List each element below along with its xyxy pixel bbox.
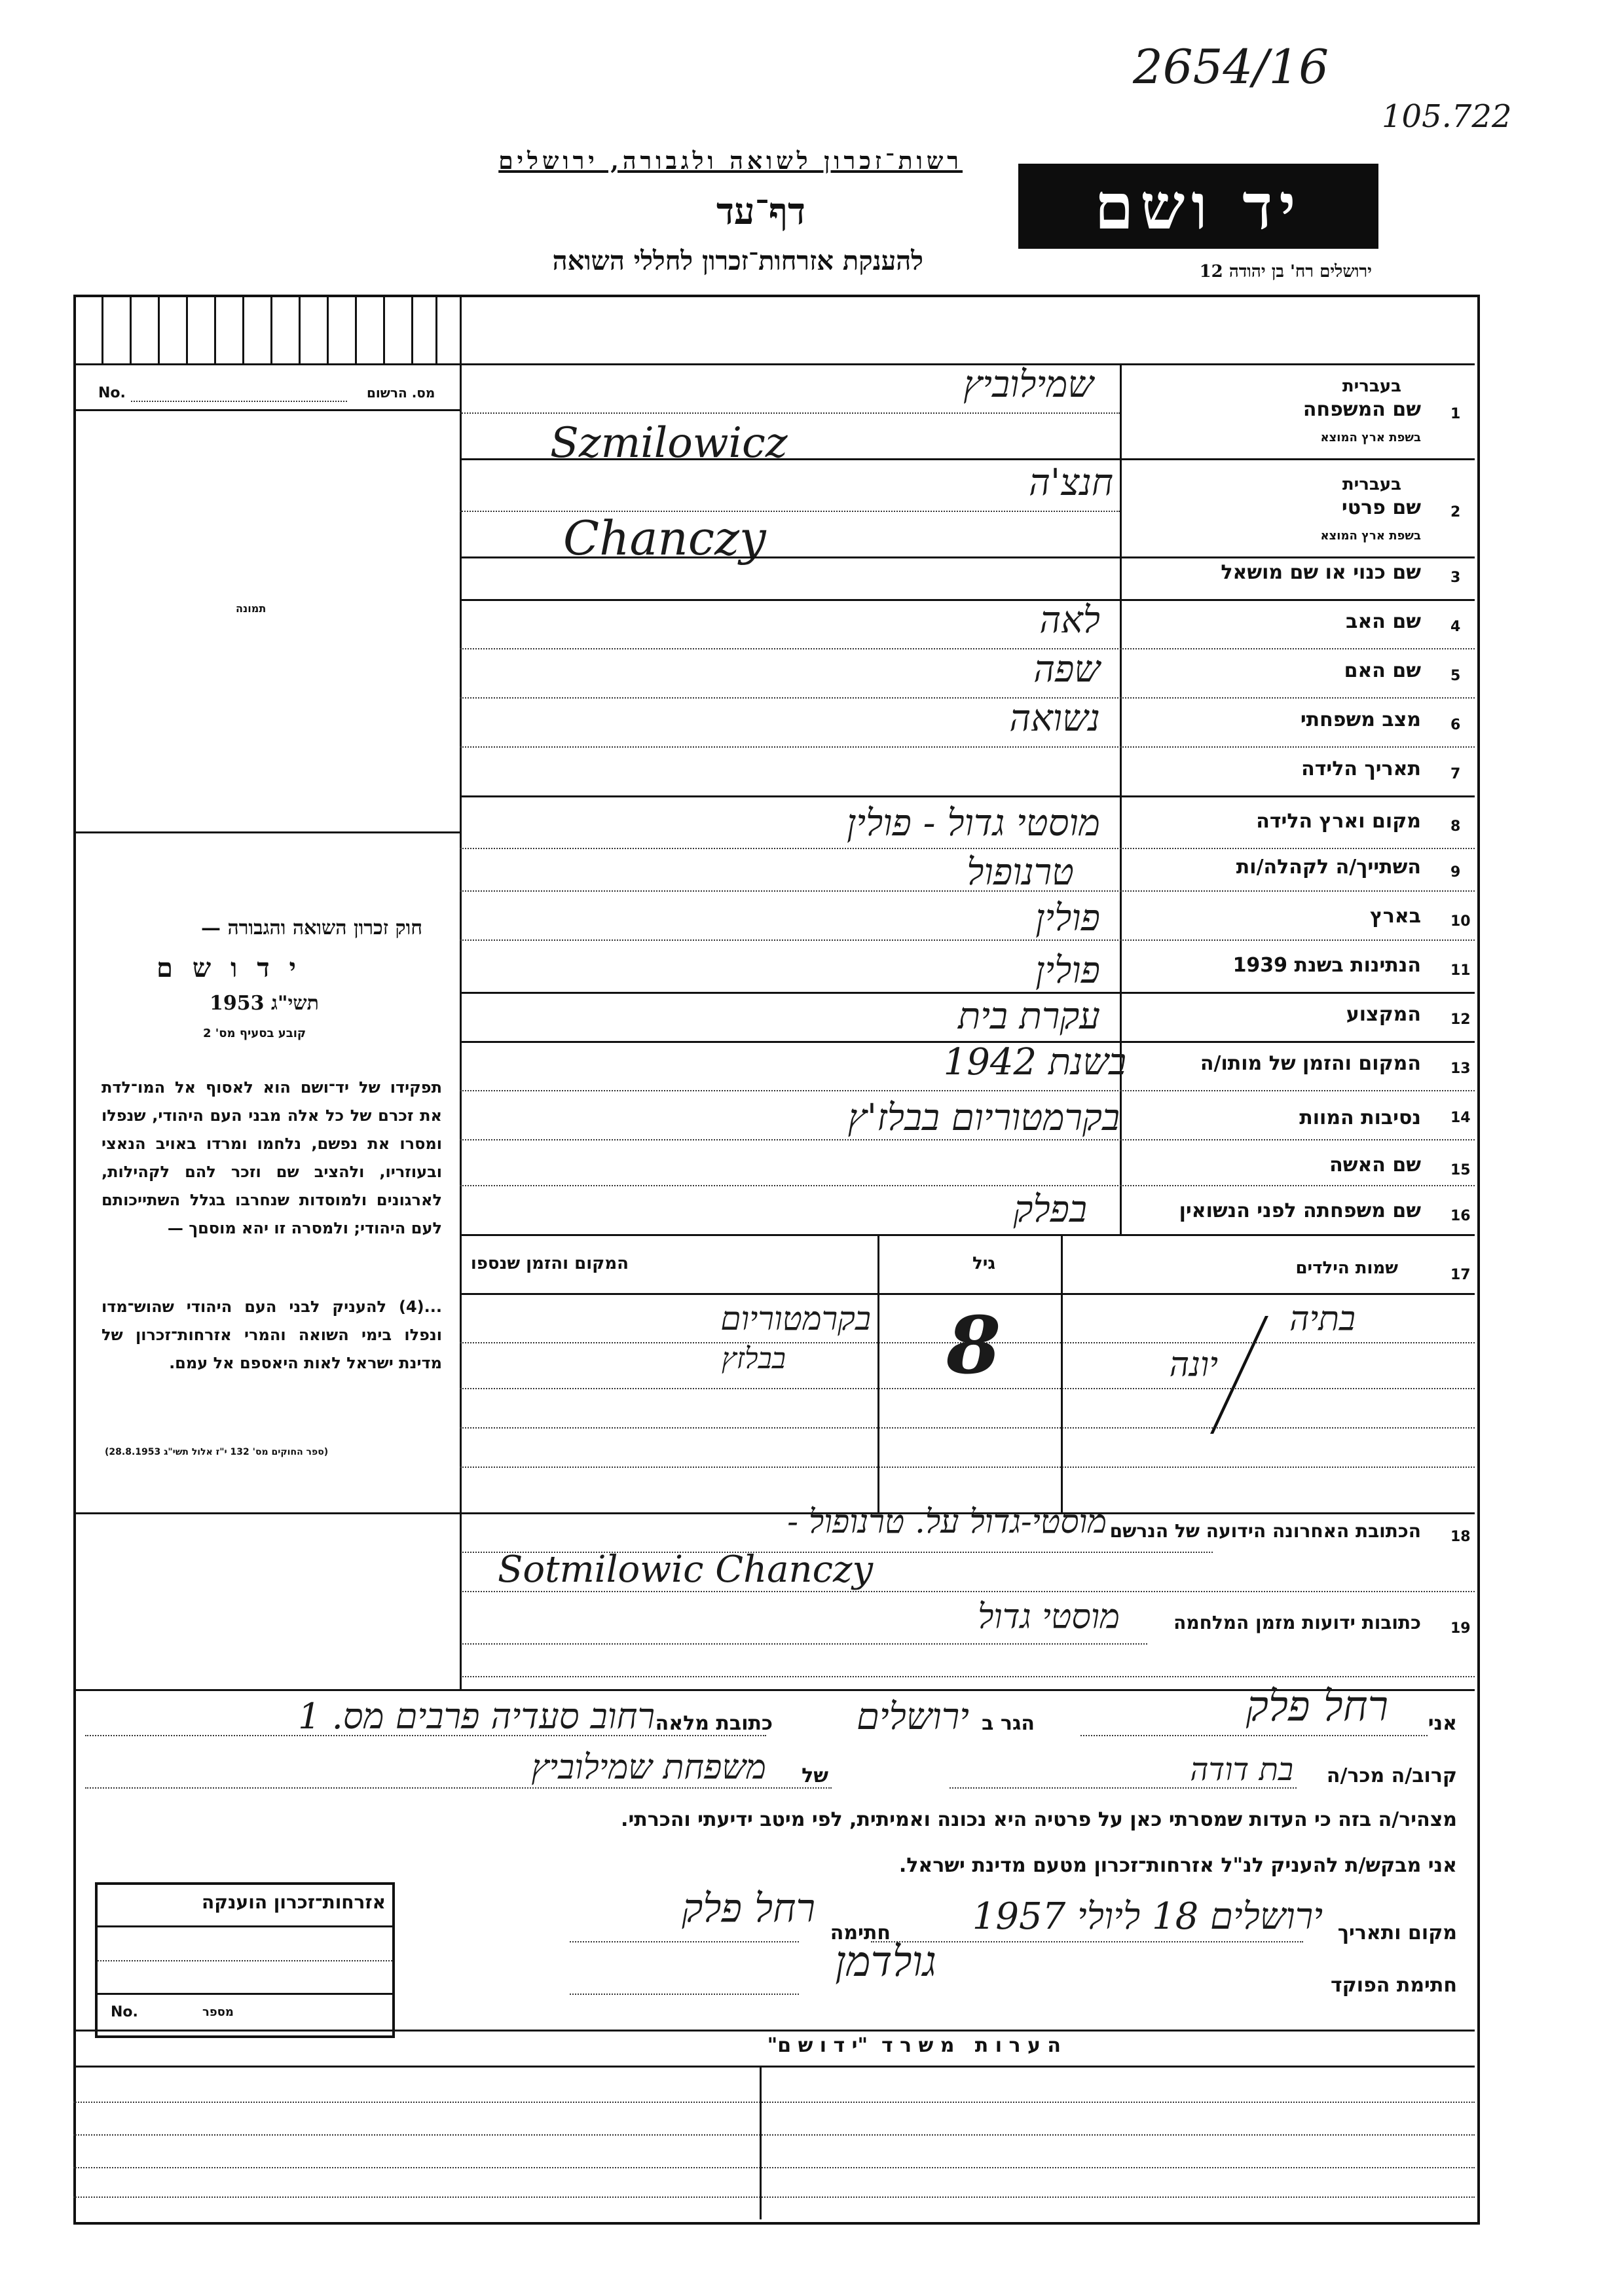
war-address-label: כתובות ידועות מזמן המלחמה xyxy=(1173,1612,1421,1633)
field-8-label: מקום וארץ הלידה xyxy=(1256,810,1421,833)
field-10-label: בארץ xyxy=(1369,905,1421,928)
resides-value: ירושלים xyxy=(857,1696,969,1738)
field-2-label: שם פרטי xyxy=(1341,496,1421,519)
field-1-sub-hebrew: בעברית xyxy=(1342,376,1401,396)
field-11-value: פולין xyxy=(1035,949,1100,992)
law-title: חוק זכרון השואה והגבורה — xyxy=(201,917,422,939)
officer-signature-label: חתימת הפוקד xyxy=(1331,1974,1457,1997)
office-notes-title: ה ע ר ו ת מ ש ר ד "י ד ו ש ם" xyxy=(767,2034,1061,2057)
child-place-2: בבלזץ xyxy=(721,1342,786,1376)
of-value: משפחת שמילוביץ xyxy=(531,1748,766,1787)
law-text-2: ...(4) להעניק לבני העם היהודי שהוש־מדו ונפלו בימי השואה והמרי אזרחות־זכרון של מדינת ישראל לאות היאספם אל עמם. xyxy=(101,1298,442,1372)
resides-label: הגר ב xyxy=(982,1712,1035,1735)
law-reference: (ספר החוקים מס' 132 י"ז אלול תשי"ג 28.8.1953) xyxy=(105,1447,329,1457)
field-14-label: נסיבות המוות xyxy=(1299,1106,1421,1129)
relative-value: בת דודה xyxy=(1190,1751,1293,1788)
field-2-value-origin: Chanczy xyxy=(563,511,766,566)
field-4-label: שם האב xyxy=(1346,610,1421,633)
field-1-sub-origin: בשפת ארץ המוצא xyxy=(1320,431,1421,445)
photo-label: תמונה xyxy=(236,602,267,615)
last-address-num: 18 xyxy=(1450,1529,1471,1545)
reg-no-label: No. xyxy=(98,385,126,401)
address: ירושלים רח' בן יהודה 12 xyxy=(1199,262,1372,282)
field-13-label: המקום והזמן של מותו/ה xyxy=(1200,1052,1421,1075)
field-15-label: שם האשה xyxy=(1329,1154,1421,1176)
child-name-2: יונה xyxy=(1169,1345,1218,1385)
field-9-label: השתייך/ה לקהלה/ות xyxy=(1236,856,1421,879)
war-address-value: מוסטי גדול xyxy=(978,1597,1120,1637)
relative-label: קרוב/ה מכר/ה xyxy=(1326,1764,1457,1787)
field-10-value: פולין xyxy=(1035,897,1100,939)
yad-vashem-logo xyxy=(1018,164,1378,249)
field-9-value: טרנופול xyxy=(967,851,1074,894)
full-address-label: כתובת מלאה xyxy=(655,1712,773,1735)
children-col-names: שמות הילדים xyxy=(1295,1258,1398,1278)
page-subtitle: להענקת אזרחות־זכרון לחללי השואה xyxy=(552,246,923,276)
field-5-value: שפה xyxy=(1033,648,1100,691)
declarant-label: אני xyxy=(1428,1712,1457,1735)
field-13-value: בשנת 1942 xyxy=(943,1041,1126,1084)
field-1-value-hebrew: שמילוביץ xyxy=(963,363,1094,406)
field-8-value: מוסטי גדול - פולין xyxy=(847,802,1100,845)
field-14-value: בקרמטוריום בבלז'ץ xyxy=(847,1097,1120,1139)
children-num: 17 xyxy=(1450,1267,1471,1283)
child-age: 8 xyxy=(946,1300,1001,1392)
field-6-label: מצב משפחתי xyxy=(1300,708,1421,731)
officer-signature-value: גולדמן xyxy=(835,1938,936,1986)
last-address-value-1: מוסטי-גדול על. טרנופול - xyxy=(787,1503,1107,1540)
full-address-value: רחוב סעדיה פרבים מס. 1 xyxy=(298,1696,655,1737)
page-title: דף־עד xyxy=(716,190,805,233)
children-col-age: גיל xyxy=(972,1254,995,1273)
citizenship-no: No. xyxy=(111,2004,138,2020)
page: 2654/16 105.722 רשות־זכרון לשואה ולגבורה, ירושלים דף־עד להענקת אזרחות־זכרון לחללי השואה יד ושם ירושלים רח' בן יהודה 12 No. מס. הרשום תמונה חוק זכרון השואה והגבורה — י ד ו ש ם תשי"ג 1953 קובע בסעיף מס' 2 תפקידו של יד־ושם הוא לאסוף אל המו־לדת את זכרם של כל אלה מבני העם היהודי, שנפלו ומסרו את נפשם, נלחמו ומרדו באויב הנאצי ובעוזריו, ולהציב שם וזכר להם לקהילות, לארגונים ולמוסדות שנחרבו בגלל השתייכותם לעם היהודי; ולמסרה זו יהא מוסםך — ...(4) להעניק לבני העם היהודי שהוש־מדו ונפלו בימי השואה והמרי אזרחות־זכרון של מדינת ישראל לאות היאספם אל עמם. (ספר החוקים מס' 132 י"ז אלול תשי"ג 28.8.1953) 1 שם המשפחה בעברית בשפת ארץ המוצא שמילוביץ Szmilowicz 2 שם פרטי בעברית בשפת ארץ המוצא חנצ'ה Chanczy 3 שם כנוי או שם מושאל 4 שם האב לאה 5 שם האם שפה 6 מצב משפחתי נשואה 7 תאריך הלידה 8 מקום וארץ הלידה מוסטי גדול - פולין 9 השתייך/ה לקהלה/ות טרנופול 10 בארץ פולין 11 הנתינות בשנת 1939 פולין 12 המקצוע עקרת בית 13 המקום והזמן של מותו/ה בשנת 1942 14 נסיבות המוות בקרמטוריום בבלז'ץ 15 שם האשה 16 שם משפחתה לפני הנשואין בפלק 17 שמות הילדים גיל המקום והזמן שנספו בתיה יונה 8 בקרמטוריום בבלזץ 18 הכתובת האחרונה הידועה של הנרשם מוסטי-גדול על. טרנופול - Sotmilowic Chanczy 19 כתובות ידועות מזמן המלחמה מוסטי גדול אני רחל פלק הגר ב ירושלים כתובת מלאה רחוב סעדיה פרבים מס. 1 קרוב/ה מכר/ה בת דודה של משפחת שמילוביץ מצהיר/ה בזה כי העדות שמסרתי כאן על פרטיה היא נכונה ואמיתית, לפי מיטב ידיעתי והכרתי. אני מבקש/ת להעניק לנ"ל אזרחות־זכרון מטעם מדינת ישראל. מקום ותאריך ירושלים 18 ליולי 1957 חתימה רחל פלק חתימת הפוקד גולדמן אזרחות־זכרון הוענקה No. מספר ה ע ר ו ת מ ש ר ד "י ד ו ש ם" xyxy=(0,0,1624,2296)
law-text: תפקידו של יד־ושם הוא לאסוף אל המו־לדת את זכרם של כל אלה מבני העם היהודי, שנפלו ומסרו את נפשם, נלחמו ומרדו באויב הנאצי ובעוזריו, ולהציב שם וזכר להם לקהילות, לארגונים ולמוסדות שנחרבו בגלל השתייכותם לעם היהודי; ולמסרה זו יהא מוסםך — xyxy=(101,1078,442,1237)
field-12-label: המקצוע xyxy=(1346,1003,1421,1026)
citizenship-title: אזרחות־זכרון הוענקה xyxy=(202,1891,386,1913)
field-6-value: נשואה xyxy=(1009,697,1100,740)
field-11-label: הנתינות בשנת 1939 xyxy=(1232,954,1421,977)
field-16-label: שם משפחתה לפני הנשואין xyxy=(1179,1199,1421,1222)
signature-label: חתימה xyxy=(830,1922,891,1944)
law-name: י ד ו ש ם xyxy=(157,953,301,983)
war-address-num: 19 xyxy=(1450,1620,1471,1637)
citizenship-box xyxy=(95,1882,395,2038)
declaration-request: אני מבקש/ת להעניק לנ"ל אזרחות־זכרון מטעם מדינת ישראל. xyxy=(898,1854,1457,1877)
of-label: של xyxy=(802,1764,828,1787)
field-1-label: שם המשפחה xyxy=(1302,398,1421,421)
place-date-value: ירושלים 18 ליולי 1957 xyxy=(972,1895,1323,1938)
child-place-1: בקרמטוריום xyxy=(720,1300,871,1338)
reg-label: מס. הרשום xyxy=(367,385,435,401)
field-2-sub-hebrew: בעברית xyxy=(1342,475,1401,494)
place-date-label: מקום ותאריך xyxy=(1337,1922,1457,1944)
declaration-statement: מצהיר/ה בזה כי העדות שמסרתי כאן על פרטיה היא נכונה ואמיתית, לפי מיטב ידיעתי והכרתי. xyxy=(621,1808,1457,1831)
child-name-1: בתיה xyxy=(1289,1300,1356,1339)
field-12-value: עקרת בית xyxy=(958,995,1100,1038)
field-3-label: שם כנוי או שם מושאל xyxy=(1221,561,1421,584)
field-5-label: שם האם xyxy=(1344,659,1421,682)
field-4-value: לאה xyxy=(1039,599,1100,642)
citizenship-number-label: מספר xyxy=(202,2005,234,2019)
last-address-label: הכתובת האחרונה הידועה של הנרשם xyxy=(1109,1520,1421,1542)
authority-title: רשות־זכרון לשואה ולגבורה, ירושלים xyxy=(498,147,963,175)
archive-number: 2654/16 xyxy=(1133,39,1329,94)
signature-value: רחל פלק xyxy=(682,1886,815,1931)
field-16-value: בפלק xyxy=(1013,1188,1087,1231)
field-1-value-origin: Szmilowicz xyxy=(550,419,788,467)
archive-number-secondary: 105.722 xyxy=(1382,98,1512,135)
declarant-name: רחל פלק xyxy=(1246,1683,1388,1731)
last-address-value-2: Sotmilowic Chanczy xyxy=(498,1548,874,1591)
field-2-sub-origin: בשפת ארץ המוצא xyxy=(1320,529,1421,543)
children-col-place: המקום והזמן שנספו xyxy=(470,1254,629,1273)
law-year: תשי"ג 1953 xyxy=(210,992,319,1015)
law-clause: קובע בסעיף מס' 2 xyxy=(203,1027,306,1040)
field-7-label: תאריך הלידה xyxy=(1301,757,1421,780)
logo-text: יד ושם xyxy=(1094,169,1302,244)
field-2-value-hebrew: חנצ'ה xyxy=(1029,462,1113,504)
